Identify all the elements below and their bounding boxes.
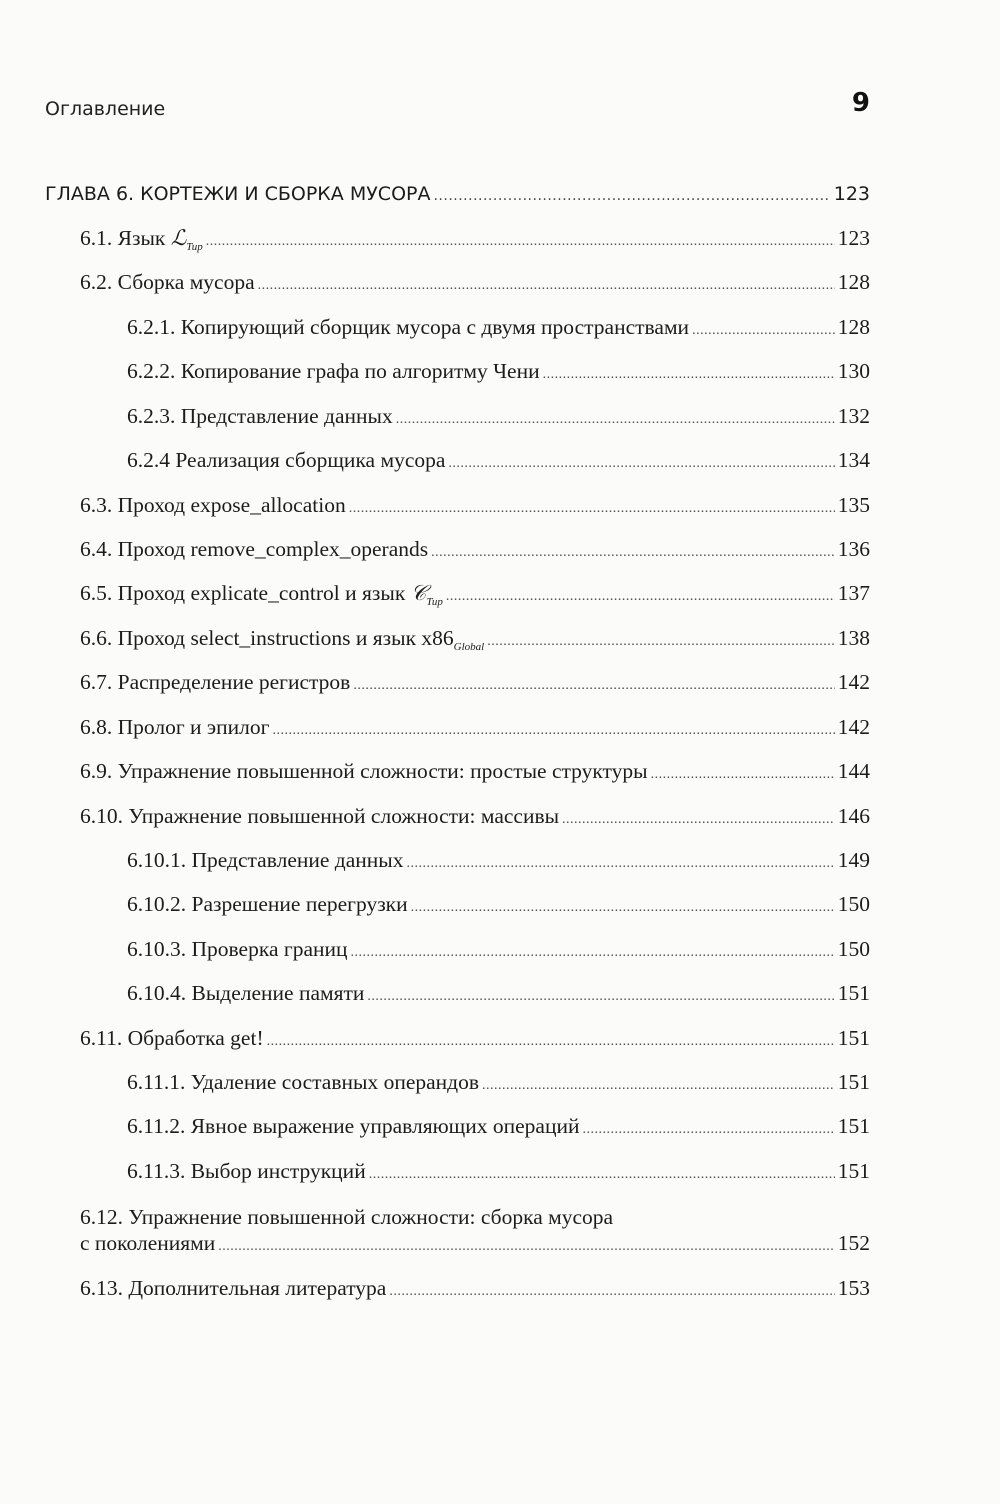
toc-entry-page: 135 [837,493,870,517]
toc-entry-title [80,581,443,608]
toc-entry-page: 151 [837,1159,870,1183]
language-subscript: Tup [426,596,443,608]
toc-entry-title: 6.11.1. Удаление составных операндов [127,1070,480,1094]
toc-entry-page: 137 [837,581,870,605]
toc-entry-page: 151 [837,1114,870,1138]
toc-entry-page: 153 [837,1276,870,1300]
toc-entry-title [80,626,484,653]
toc-entry-6-10-4[interactable] [127,981,870,1006]
toc-entry-6-8[interactable] [80,715,870,740]
dot-leader [562,812,835,828]
toc-entry-6-10-2[interactable] [127,892,870,917]
toc-entry-page: 136 [837,537,870,561]
toc-entry-6-10-1[interactable] [127,848,870,873]
toc-entry-6-2-3[interactable] [127,404,870,429]
toc-entry-page: 152 [837,1231,870,1255]
dot-leader [272,723,834,739]
toc-entry-title: 6.2.3. Представление данных [127,404,393,428]
dot-leader [218,1239,834,1255]
dot-leader [433,188,830,204]
dot-leader [369,1167,835,1183]
toc-entry-page: 128 [837,315,870,339]
toc-entry-title: 6.9. Упражнение повышенной сложности: простые структуры [80,759,648,783]
toc-entry-title: 6.13. Дополнительная литература [80,1276,387,1300]
dot-leader [349,501,835,517]
language-symbol: ℒ [170,226,187,251]
dot-leader [411,900,835,916]
toc-entry-title: ГЛАВА 6. КОРТЕЖИ И СБОРКА МУСОРА [45,183,431,205]
dot-leader [206,234,835,250]
toc-entry-6-11-3[interactable] [127,1159,870,1184]
toc-entry-title: 6.2.4 Реализация сборщика мусора [127,448,446,472]
dot-leader [267,1034,835,1050]
toc-entry-6-2-1[interactable] [127,315,870,340]
toc-entry-page: 151 [837,981,870,1005]
toc-entry-title-text: 6.1. Язык [80,226,171,250]
dot-leader [367,989,834,1005]
toc-entry-page: 150 [837,892,870,916]
dot-leader [406,856,834,872]
dot-leader [482,1078,835,1094]
dot-leader [396,412,835,428]
toc-entry-6-10-3[interactable] [127,937,870,962]
toc-entry-title: 6.3. Проход expose_allocation [80,493,346,517]
toc-entry-page: 132 [837,404,870,428]
toc-entry-title: 6.10.1. Представление данных [127,848,404,872]
toc-entry-page: 130 [837,359,870,383]
toc-entry-title: 6.10.3. Проверка границ [127,937,348,961]
toc-entry-title: 6.11. Обработка get! [80,1026,264,1050]
toc-entry-page: 151 [837,1026,870,1050]
dot-leader [651,767,835,783]
toc-entry-page: 128 [837,270,870,294]
toc-entry-6-9[interactable] [80,759,870,784]
language-subscript: Global [453,641,485,653]
toc-entry-6-12[interactable] [80,1231,870,1256]
toc-entry-title: 6.2.2. Копирование графа по алгоритму Чени [127,359,540,383]
toc-entry-title: 6.4. Проход remove_complex_operands [80,537,429,561]
toc-entry-page: 123 [833,183,870,205]
dot-leader [448,456,834,472]
toc-entry-6-2-2[interactable] [127,359,870,384]
dot-leader [446,589,835,605]
toc-entry-6-3[interactable] [80,493,870,518]
toc-entry-6-11-2[interactable] [127,1114,870,1139]
toc-entry-page: 146 [837,804,870,828]
dot-leader [582,1122,834,1138]
dot-leader [258,278,835,294]
toc-entry-6-5[interactable] [80,581,870,608]
toc-entry-title: 6.2.1. Копирующий сборщик мусора с двумя пространствами [127,315,690,339]
toc-entry-6-12-line1[interactable]: 6.12. Упражнение повышенной сложности: сборка мусора [80,1205,614,1229]
toc-entry-page: 144 [837,759,870,783]
toc-entry-title: 6.10.2. Разрешение перегрузки [127,892,408,916]
toc-entry-page: 142 [837,715,870,739]
toc-entry-6-1[interactable] [80,226,870,253]
toc-entry-6-6[interactable] [80,626,870,653]
toc-entry-page: 138 [837,626,870,650]
toc-entry-title [80,226,203,253]
running-head: Оглавление [45,98,166,120]
toc-entry-6-11-1[interactable] [127,1070,870,1095]
toc-entry-6-7[interactable] [80,670,870,695]
toc-entry-6-13[interactable] [80,1276,870,1301]
page-number: 9 [851,88,870,118]
language-symbol: 𝒞 [410,581,427,606]
dot-leader [692,323,835,339]
toc-entry-6-11[interactable] [80,1026,870,1051]
toc-entry-title: 6.10. Упражнение повышенной сложности: массивы [80,804,560,828]
toc-entry-6-2[interactable] [80,270,870,295]
toc-entry-title-text: 6.5. Проход explicate_control и язык [80,581,411,605]
toc-entry-page: 149 [837,848,870,872]
toc-entry-title: с поколениями [80,1231,216,1255]
dot-leader [431,545,835,561]
toc-entry-page: 134 [837,448,870,472]
toc-entry-page: 123 [837,226,870,250]
dot-leader [543,367,835,383]
toc-entry-6-2-4[interactable] [127,448,870,473]
dot-leader [389,1284,834,1300]
toc-entry-title: 6.11.2. Явное выражение управляющих операций [127,1114,580,1138]
toc-entry-title: 6.10.4. Выделение памяти [127,981,365,1005]
toc-entry-page: 150 [837,937,870,961]
toc-entry-page: 151 [837,1070,870,1094]
toc-entry-title: 6.7. Распределение регистров [80,670,351,694]
toc-entry-title-text: 6.6. Проход select_instructions и язык x86 [80,626,454,650]
toc-chapter-6[interactable] [45,183,870,205]
toc-entry-title: 6.8. Пролог и эпилог [80,715,270,739]
dot-leader [353,678,834,694]
toc-entry-6-10[interactable] [80,804,870,829]
toc-entry-title: 6.11.3. Выбор инструкций [127,1159,366,1183]
toc-entry-title: 6.2. Сборка мусора [80,270,255,294]
dot-leader [487,634,835,650]
dot-leader [351,945,835,961]
language-subscript: Tup [186,241,203,253]
toc-entry-6-4[interactable] [80,537,870,562]
toc-entry-page: 142 [837,670,870,694]
